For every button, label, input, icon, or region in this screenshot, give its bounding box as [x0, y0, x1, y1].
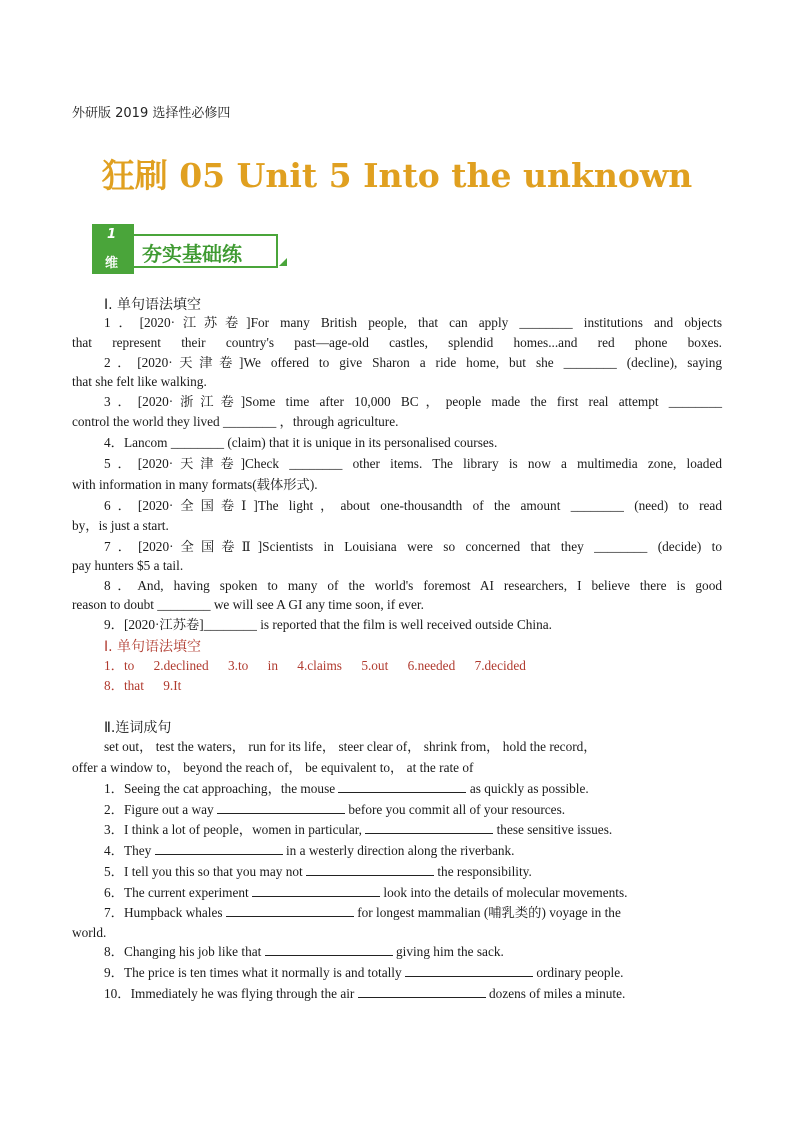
sentence-item: 10．Immediately he was flying through the air dozens of miles a minute. — [104, 986, 626, 1001]
question-line: 9．[2020·江苏卷]________ is reported that the film is well received outside China. — [104, 617, 552, 632]
section2-heading: Ⅱ.连词成句 — [104, 720, 172, 736]
question-line: pay hunters $5 a tail. — [72, 558, 184, 573]
answer-item: 2.declined — [153, 658, 209, 673]
answer-item: 3.to — [227, 658, 249, 673]
question-line: 3．[2020·浙江卷]Some time after 10,000 BC，people made the first real attempt ________ — [104, 394, 722, 409]
badge-number: 1 — [107, 227, 117, 242]
sentence-item-continuation: world. — [72, 925, 107, 940]
answer-item: 7.decided — [474, 658, 526, 673]
answer-item: 4.claims — [297, 658, 342, 673]
sentence-item: 9．The price is ten times what it normally is and totally ordinary people. — [104, 965, 624, 980]
sentence-item: 6．The current experiment look into the details of molecular movements. — [104, 885, 628, 900]
question-line: 8．And, having spoken to many of the world's foremost AI researchers, I believe there is good — [104, 578, 722, 593]
answers-heading: Ⅰ. 单句语法填空 — [104, 639, 202, 655]
sentence-item: 7．Humpback whales for longest mammalian (哺乳类的) voyage in the — [104, 905, 621, 920]
question-line: by，is just a start. — [72, 518, 169, 533]
sentence-item: 2．Figure out a way before you commit all of your resources. — [104, 802, 566, 817]
answers-line-2 — [104, 676, 722, 696]
question-line: 6．[2020·全国卷Ⅰ]The light，about one-thousandth of the amount ________ (need) to read — [104, 498, 722, 513]
question-line: 1．[2020·江苏卷]For many British people, that can apply ________ institutions and objects — [104, 315, 722, 330]
sentence-item: 8．Changing his job like that giving him the sack. — [104, 944, 504, 959]
answer-item: 9.It — [163, 678, 182, 693]
sentence-item: 4．They in a westerly direction along the riverbank. — [104, 843, 515, 858]
answer-item: 5.out — [361, 658, 389, 673]
badge-corner-triangle — [279, 258, 287, 266]
page-title: 狂刷 05 Unit 5 Into the unknown — [101, 156, 693, 195]
question-line: 4．Lancom ________ (claim) that it is unique in its personalised courses. — [104, 435, 498, 450]
phrase-bank-line: set out， test the waters， run for its life， steer clear of， shrink from， hold the record， — [104, 739, 597, 754]
textbook-edition: 外研版 2019 选择性必修四 — [72, 106, 231, 121]
question-line: that represent their country's past—age-old castles, splendid homes...and red phone boxes. — [72, 335, 722, 350]
answer-item: 6.needed — [407, 658, 456, 673]
answer-item: 1．to — [104, 658, 135, 673]
answer-item: 8．that — [104, 678, 144, 693]
phrase-bank-line: offer a window to， beyond the reach of， be equivalent to， at the rate of — [72, 760, 474, 775]
badge-label: 夯实基础练 — [142, 242, 242, 266]
question-line: control the world they lived ________ ，through agriculture. — [72, 414, 399, 429]
sentence-item: 1．Seeing the cat approaching，the mouse as quickly as possible. — [104, 781, 589, 796]
answer-item: in — [267, 658, 278, 673]
section1-heading: Ⅰ. 单句语法填空 — [104, 297, 202, 313]
section-badge — [92, 224, 287, 274]
sentence-item: 3．I think a lot of people，women in particular, these sensitive issues. — [104, 822, 613, 837]
sentence-item: 5．I tell you this so that you may not the responsibility. — [104, 864, 532, 879]
badge-label-box — [134, 234, 278, 268]
badge-suffix: 维 — [105, 256, 119, 271]
question-line: 7．[2020·全国卷Ⅱ]Scientists in Louisiana were so concerned that they ________ (decide) to — [104, 539, 722, 554]
badge-number-block — [92, 224, 134, 274]
question-line: that she felt like walking. — [72, 374, 207, 389]
answers-line-1 — [104, 656, 722, 676]
question-line: with information in many formats(载体形式). — [72, 477, 318, 492]
question-line: 2．[2020·天津卷]We offered to give Sharon a ride home, but she ________ (decline), saying — [104, 355, 722, 370]
question-line: reason to doubt ________ we will see A GI any time soon, if ever. — [72, 597, 424, 612]
question-line: 5．[2020·天津卷]Check ________ other items. The library is now a multimedia zone, loaded — [104, 456, 722, 471]
